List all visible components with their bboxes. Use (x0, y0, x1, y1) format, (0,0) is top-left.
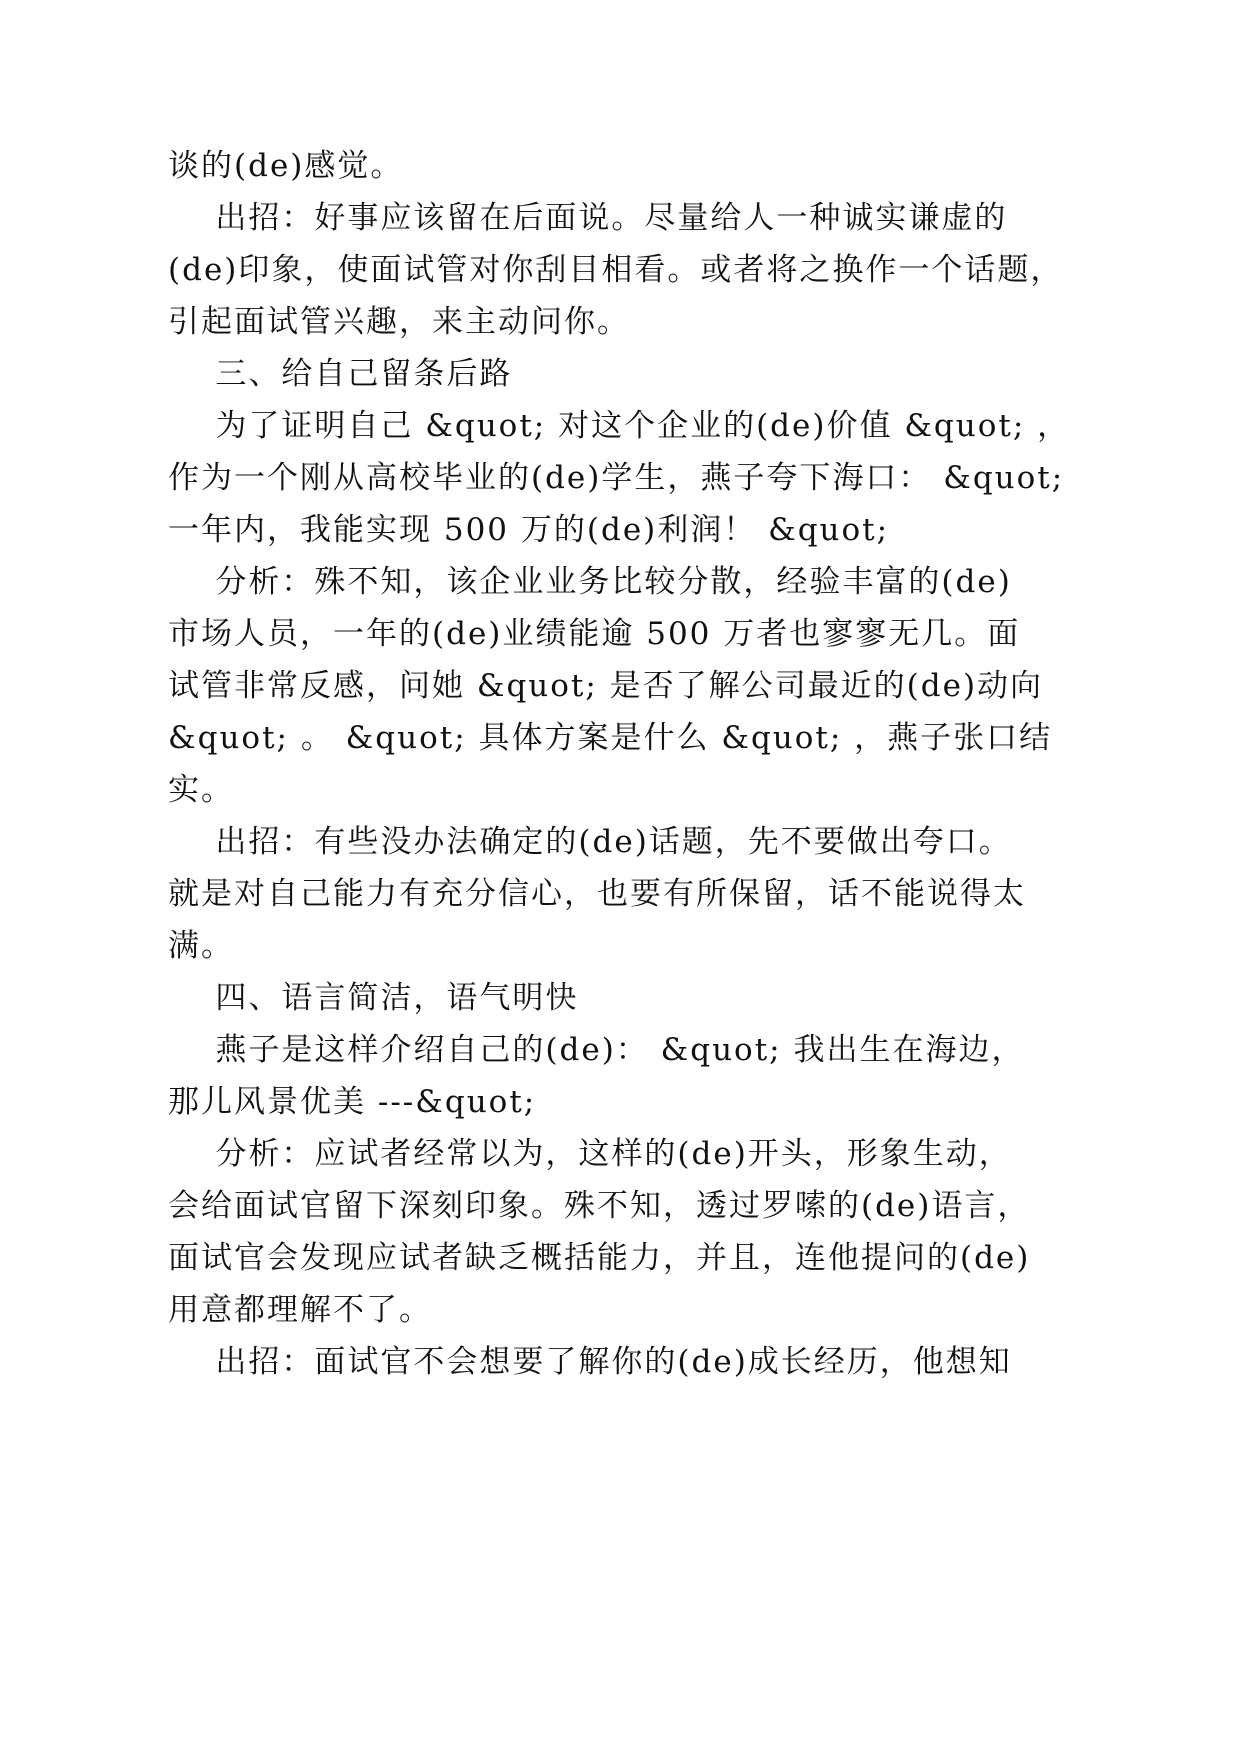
text-line-22: 面试官会发现应试者缺乏概括能力，并且，连他提问的(de) (168, 1240, 1031, 1276)
text-line-4: 引起面试管兴趣，来主动问你。 (168, 304, 630, 340)
text-line-15: 就是对自己能力有充分信心，也要有所保留，话不能说得太 (168, 876, 1026, 912)
text-line-23: 用意都理解不了。 (168, 1292, 432, 1328)
text-line-19: 那儿风景优美 ---&quot; (168, 1084, 537, 1120)
text-line-8: 一年内，我能实现 500 万的(de)利润！ &quot; (168, 512, 890, 548)
text-line-12: &quot; 。 &quot; 具体方案是什么 &quot; ，燕子张口结 (168, 720, 1053, 756)
text-line-21: 会给面试官留下深刻印象。殊不知，透过罗嗦的(de)语言， (168, 1188, 1031, 1224)
section-heading-3: 三、给自己留条后路 (168, 356, 513, 392)
section-heading-4: 四、语言简洁，语气明快 (168, 980, 579, 1016)
text-line-14: 出招：有些没办法确定的(de)话题，先不要做出夸口。 (168, 824, 1012, 860)
text-line-13: 实。 (168, 772, 234, 808)
text-line-11: 试管非常反感，问她 &quot; 是否了解公司最近的(de)动向 (168, 668, 1044, 704)
text-line-16: 满。 (168, 928, 234, 964)
text-line-10: 市场人员，一年的(de)业绩能逾 500 万者也寥寥无几。面 (168, 616, 1021, 652)
text-line-2: 出招：好事应该留在后面说。尽量给人一种诚实谦虚的 (168, 200, 1008, 236)
text-line-18: 燕子是这样介绍自己的(de)： &quot; 我出生在海边， (168, 1032, 1025, 1068)
text-line-3: (de)印象，使面试管对你刮目相看。或者将之换作一个话题， (168, 252, 1064, 288)
text-line-6: 为了证明自己 &quot; 对这个企业的(de)价值 &quot; ， (168, 408, 1071, 444)
text-line-1: 谈的(de)感觉。 (168, 148, 404, 184)
text-line-7: 作为一个刚从高校毕业的(de)学生，燕子夸下海口： &quot; (168, 460, 1065, 496)
text-line-24: 出招：面试官不会想要了解你的(de)成长经历，他想知 (168, 1344, 1012, 1380)
text-line-9: 分析：殊不知，该企业业务比较分散，经验丰富的(de) (168, 564, 1012, 600)
text-line-20: 分析：应试者经常以为，这样的(de)开头，形象生动， (168, 1136, 1012, 1172)
